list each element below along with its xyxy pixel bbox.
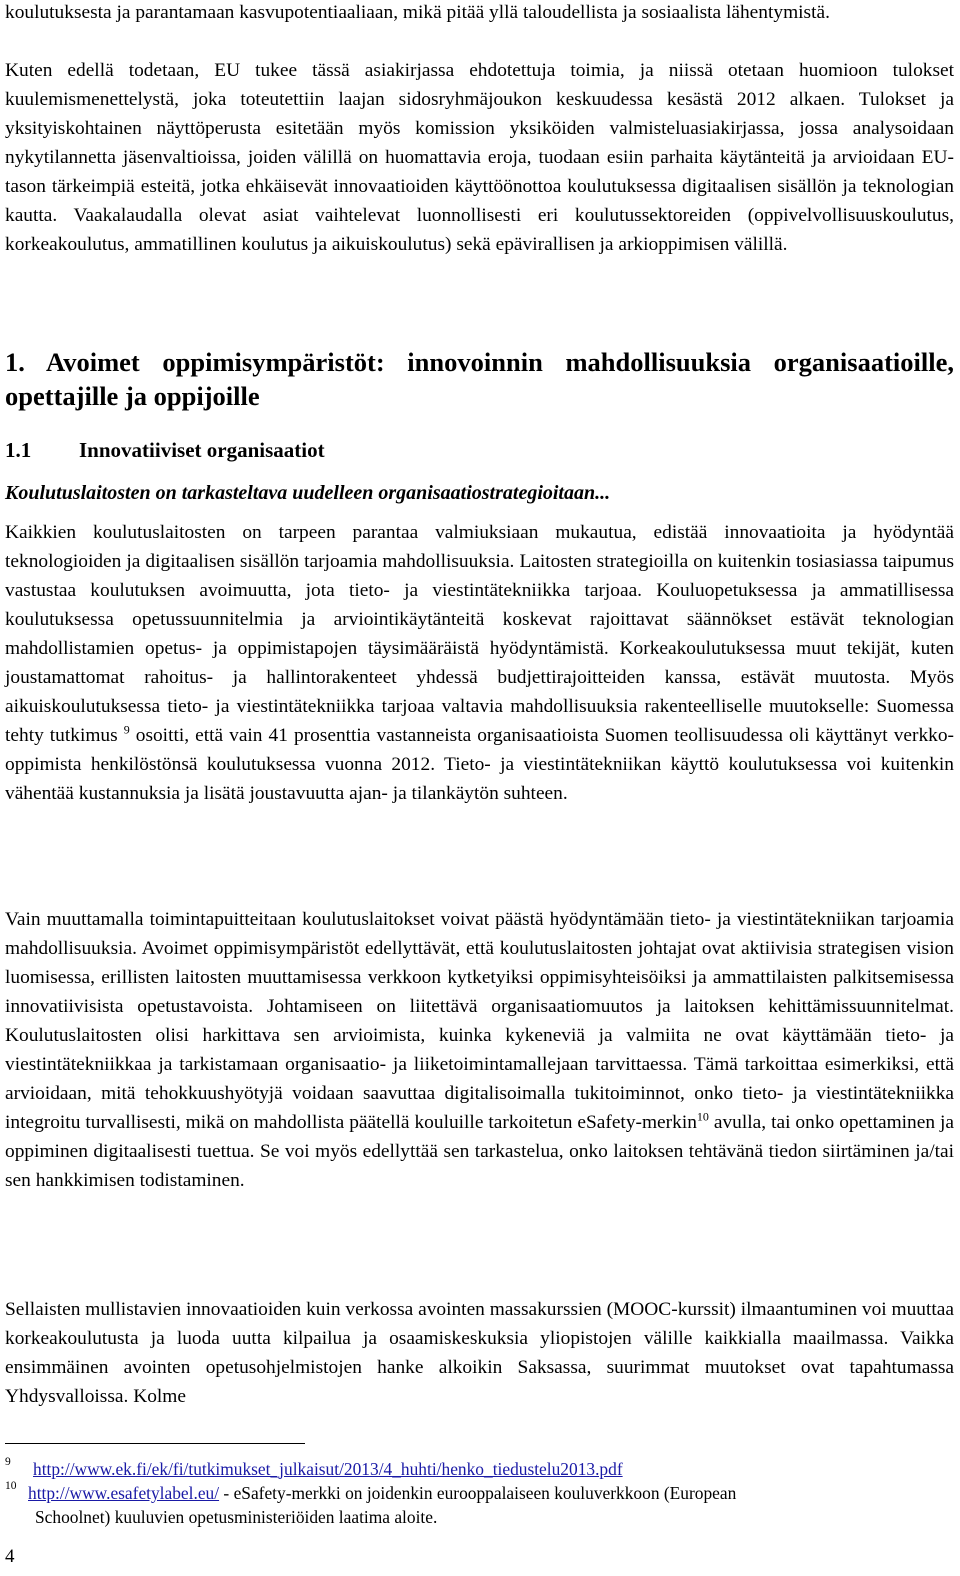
italic-lead-heading: Koulutuslaitosten on tarkasteltava uudelleen organisaatiostrategioitaan... [5, 482, 611, 504]
paragraph-text: osoitti, että vain 41 prosenttia vastanneista organisaatioista Suomen teollisuudessa oli käyttänyt verkko-oppimista henkilöstönsä koulutuksessa vuonna 2012. Tieto- ja viestintätekniikan käyttö koulutuksessa voi kuitenkin vähentää kustannuksia ja lisätä joustavuutta ajan- ja tilankäytön suhteen. [5, 725, 954, 805]
paragraph-institutions [5, 518, 954, 808]
paragraph-consultation: Kuten edellä todetaan, EU tukee tässä asiakirjassa ehdotettuja toimia, ja niissä otetaan huomioon tulokset kuulemismenettelystä, joka toteutettiin laajan sidosryhmäjoukon keskuudessa kesästä 2012 alkaen. Tulokset ja yksityiskohtainen näyttöperusta esitetään myös komission yksiköiden valmisteluasiakirjassa, jossa analysoidaan nykytilannetta jäsenvaltioissa, joiden välillä on huomattavia eroja, tuodaan esiin parhaita käytänteitä ja arvioidaan EU-tason tärkeimpiä esteitä, jotka ehkäisevät innovaatioiden käyttöönottoa koulutuksessa digitaalisen sisällön ja teknologian kautta. Vaakalaudalla olevat asiat vaihtelevat luonnollisesti eri koulutussektoreiden (oppivelvollisuuskoulutus, korkeakoulutus, ammatillinen koulutus ja aikuiskoulutus) sekä epävirallisen ja arkioppimisen välillä. [5, 60, 954, 256]
section-number: 1. [5, 347, 25, 377]
subsection-heading-1-1 [5, 436, 954, 464]
footnote-text: - eSafety-merkki on joidenkin eurooppalaiseen kouluverkkoon (European [219, 1483, 737, 1503]
document-page [5, 0, 954, 1576]
section-heading-1 [5, 345, 954, 413]
footnote-ref-9[interactable]: 9 [123, 722, 130, 737]
page-number: 4 [5, 1546, 15, 1567]
footnote-9 [5, 1457, 960, 1481]
subsection-title: Innovatiiviset organisaatiot [79, 438, 325, 462]
paragraph-mooc: Sellaisten mullistavien innovaatioiden kuin verkossa avointen massakurssien (MOOC-kurssit) ilmaantuminen voi muuttaa korkeakoulutusta ja luoda uutta kilpailua ja osaamiskeskuksia yliopistojen välille kaikkialla maailmassa. Vaikka ensimmäinen avointen opetusohjelmistojen hanke alkoikin Saksassa, suurimmat muutokset ovat tapahtumassa Yhdysvalloissa. Kolme [5, 1299, 954, 1408]
paragraph-operating-frameworks [5, 905, 954, 1195]
footnote-ref-10[interactable]: 10 [696, 1109, 709, 1124]
paragraph-intro-end: koulutuksesta ja parantamaan kasvupotentiaaliaan, mikä pitää yllä taloudellista ja sosiaalista lähentymistä. [5, 2, 830, 23]
footnote-text-continued: Schoolnet) kuuluvien opetusministeriöiden laatima aloite. [35, 1507, 438, 1527]
paragraph-text: avulla, tai onko opettaminen ja oppiminen digitaalisesti tuettua. Se voi myös edellyttää sen tarkastelua, onko laitoksen tehtävänä tiedon siirtäminen ja/tai sen hankkimisen todistaminen. [5, 1112, 955, 1192]
subsection-number: 1.1 [5, 438, 32, 462]
footnote-mark: 9 [5, 1456, 11, 1468]
footnote-mark: 10 [5, 1480, 17, 1492]
paragraph-text: Kaikkien koulutuslaitosten on tarpeen parantaa valmiuksiaan mukautua, edistää innovaatioita ja hyödyntää teknologioiden ja digitaalisen sisällön tarjoamia mahdollisuuksia. Laitosten strategioilla on kuitenkin tosiasiassa taipumus vastustaa koulutuksen avoimuutta, jota tieto- ja viestintätekniikka tarjoaa. Kouluopetuksessa ja ammatillisessa koulutuksessa opetussuunnitelmia ja arviointikäytänteitä koskevat rajoittavat säännökset estävät teknologian mahdollistamien opetus- ja oppimistapojen täysimääräistä hyödyntämistä. Korkeakoulutuksessa muut tekijät, kuten joustamattomat rahoitus- ja hallintorakenteet yhdessä budjettirajoitteiden kanssa, estävät muutosta. Myös aikuiskoulutuksessa tieto- ja viestintätekniikka tarjoaa valtavia mahdollisuuksia rakenteelliselle muutokselle: Suomessa tehty tutkimus [5, 522, 954, 747]
footnote-link[interactable]: http://www.ek.fi/ek/fi/tutkimukset_julkaisut/2013/4_huhti/henko_tiedustelu2013.pdf [33, 1459, 623, 1479]
footnote-link[interactable]: http://www.esafetylabel.eu/ [28, 1483, 220, 1503]
section-title: Avoimet oppimisympäristöt: innovoinnin mahdollisuuksia organisaatioille, opettajille ja oppijoille [5, 347, 954, 411]
paragraph-text: Vain muuttamalla toimintapuitteitaan koulutuslaitokset voivat päästä hyödyntämään tieto- ja viestintätekniikan tarjoamia mahdollisuuksia. Avoimet oppimisympäristöt edellyttävät, että koulutuslaitosten johtajat ovat aktiivisia strategisen vision luomisessa, erillisten laitosten muuttamisessa verkkoon kytketyiksi oppimisyhteisöiksi ja ammattilaisten palkitsemisessa innovatiivisista opetustavoista. Johtamiseen on liitettävä organisaatiomuutos ja laitoksen kehittämissuunnitelmat. Koulutuslaitosten olisi harkittava sen arvioimista, kuinka kykeneviä ja valmiita ne ovat käyttämään tieto- ja viestintätekniikkaa ja tarkistamaan organisaatio- ja liiketoimintamallejaan tarvittaessa. Tämä tarkoittaa esimerkiksi, että arvioidaan, mitä tehokkuushyötyjä voidaan saavuttaa digitalisoimalla tukitoiminnot, onko tieto- ja viestintätekniikka integroitu turvallisesti, mikä on mahdollista päätellä kouluille tarkoitetun eSafety-merkin [5, 909, 954, 1134]
footnote-divider [5, 1443, 305, 1444]
footnote-10 [5, 1481, 960, 1529]
